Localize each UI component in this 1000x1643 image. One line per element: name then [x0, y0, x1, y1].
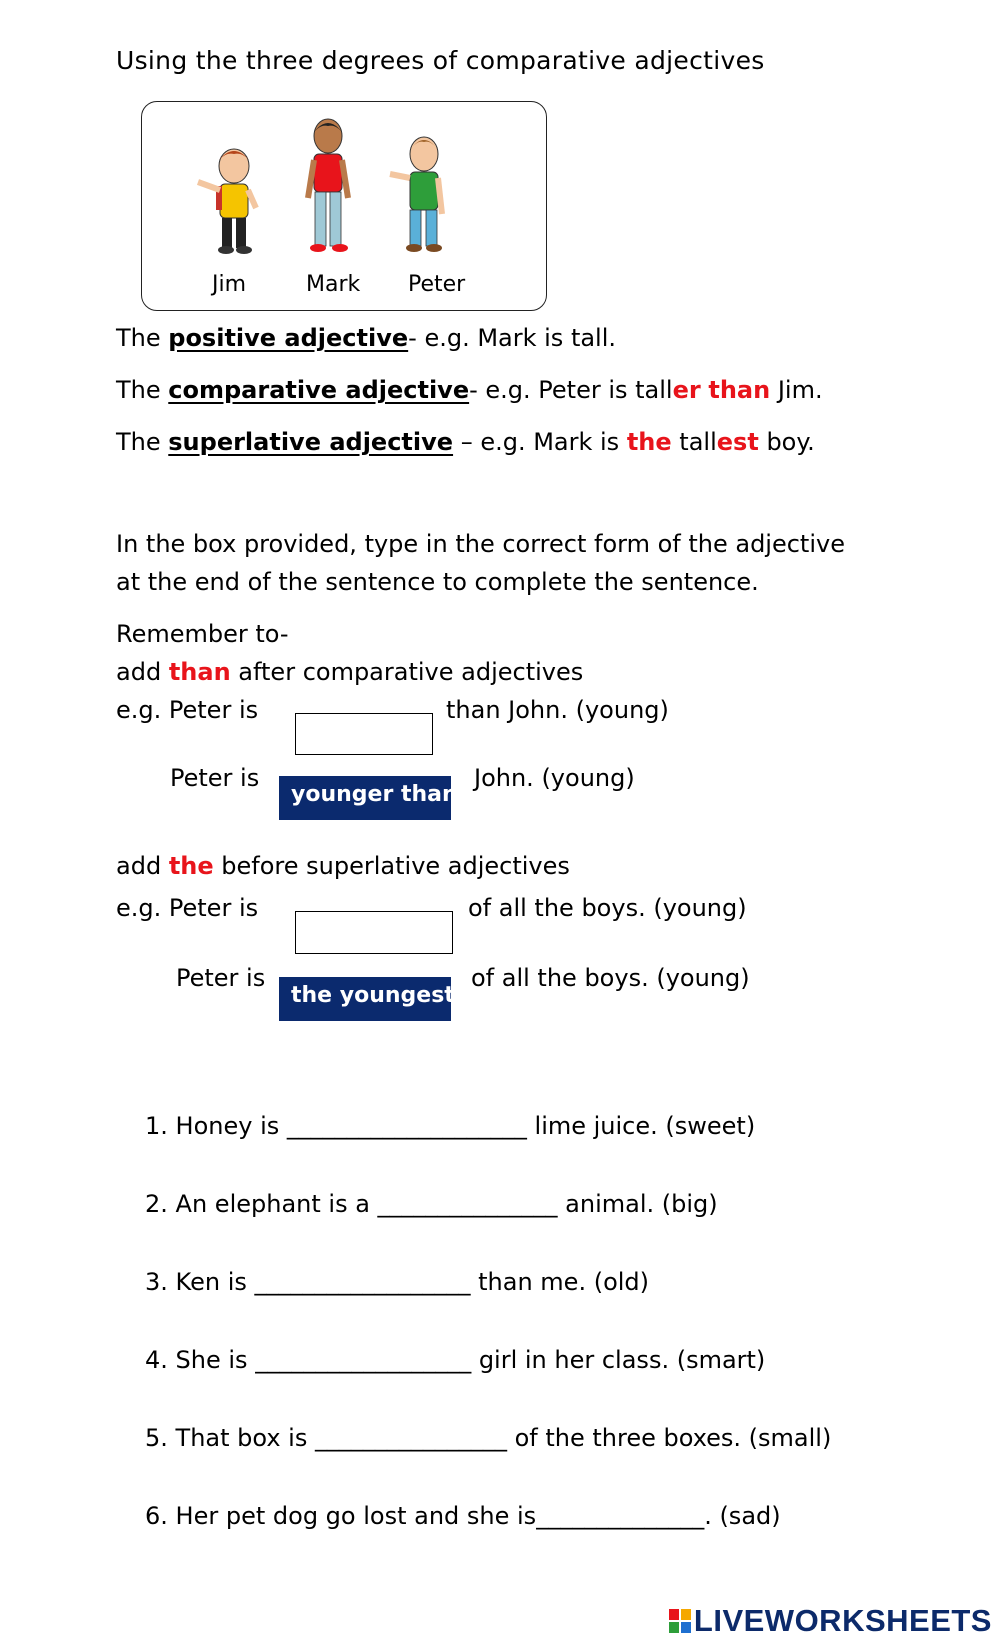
boys-illustration: [141, 101, 547, 311]
question-3: 3. Ken is __________________ than me. (old): [145, 1268, 650, 1296]
term-superlative: superlative adjective: [168, 428, 454, 456]
instruction-line-2: at the end of the sentence to complete the sentence.: [116, 568, 759, 596]
question-1-blank[interactable]: ____________________: [286, 1112, 527, 1140]
term-comparative: comparative adjective: [168, 376, 470, 404]
question-3-blank[interactable]: __________________: [254, 1268, 471, 1296]
question-4-blank[interactable]: __________________: [255, 1346, 472, 1374]
answer-than-box: younger than: [279, 776, 451, 820]
instruction-line-1: In the box provided, type in the correct form of the adjective: [116, 530, 845, 558]
example-the-input-box[interactable]: [295, 911, 453, 954]
term-positive: positive adjective: [168, 324, 409, 352]
answer-than-suffix: John. (young): [474, 764, 635, 792]
worksheet-title: Using the three degrees of comparative adjectives: [116, 46, 765, 75]
question-4: 4. She is __________________ girl in her class. (smart): [145, 1346, 766, 1374]
answer-than-prefix: Peter is: [170, 764, 260, 792]
example-than-suffix: than John. (young): [446, 696, 669, 724]
rule-the: add the before superlative adjectives: [116, 852, 570, 880]
answer-the-prefix: Peter is: [176, 964, 266, 992]
mark-figure: [308, 119, 348, 252]
remember-label: Remember to-: [116, 620, 289, 648]
question-6: 6. Her pet dog go lost and she is______________. (sad): [145, 1502, 781, 1530]
answer-the-suffix: of all the boys. (young): [471, 964, 750, 992]
rule-than: add than after comparative adjectives: [116, 658, 584, 686]
question-5-blank[interactable]: ________________: [314, 1424, 507, 1452]
definition-positive: The positive adjective- e.g. Mark is tall.: [116, 324, 617, 352]
definition-superlative: The superlative adjective – e.g. Mark is the tallest boy.: [116, 428, 815, 456]
liveworksheets-logo-icon: [669, 1605, 691, 1629]
liveworksheets-logo: [669, 1603, 992, 1639]
definition-comparative: The comparative adjective- e.g. Peter is taller than Jim.: [116, 376, 823, 404]
example-the-suffix: of all the boys. (young): [468, 894, 747, 922]
question-6-blank[interactable]: ______________: [536, 1502, 705, 1530]
name-peter: Peter: [408, 272, 466, 297]
liveworksheets-logo-text: LIVEWORKSHEETS: [693, 1603, 992, 1638]
jim-figure: [198, 149, 256, 254]
question-2: 2. An elephant is a _______________ animal. (big): [145, 1190, 718, 1218]
example-than-input-box[interactable]: [295, 713, 433, 755]
peter-figure: [390, 137, 442, 252]
question-2-blank[interactable]: _______________: [377, 1190, 558, 1218]
answer-the-box: the youngest: [279, 977, 451, 1021]
example-than-prefix: e.g. Peter is: [116, 696, 259, 724]
example-the-prefix: e.g. Peter is: [116, 894, 259, 922]
question-5: 5. That box is ________________ of the three boxes. (small): [145, 1424, 832, 1452]
name-mark: Mark: [306, 272, 361, 297]
name-jim: Jim: [212, 272, 247, 297]
question-1: 1. Honey is ____________________ lime juice. (sweet): [145, 1112, 756, 1140]
